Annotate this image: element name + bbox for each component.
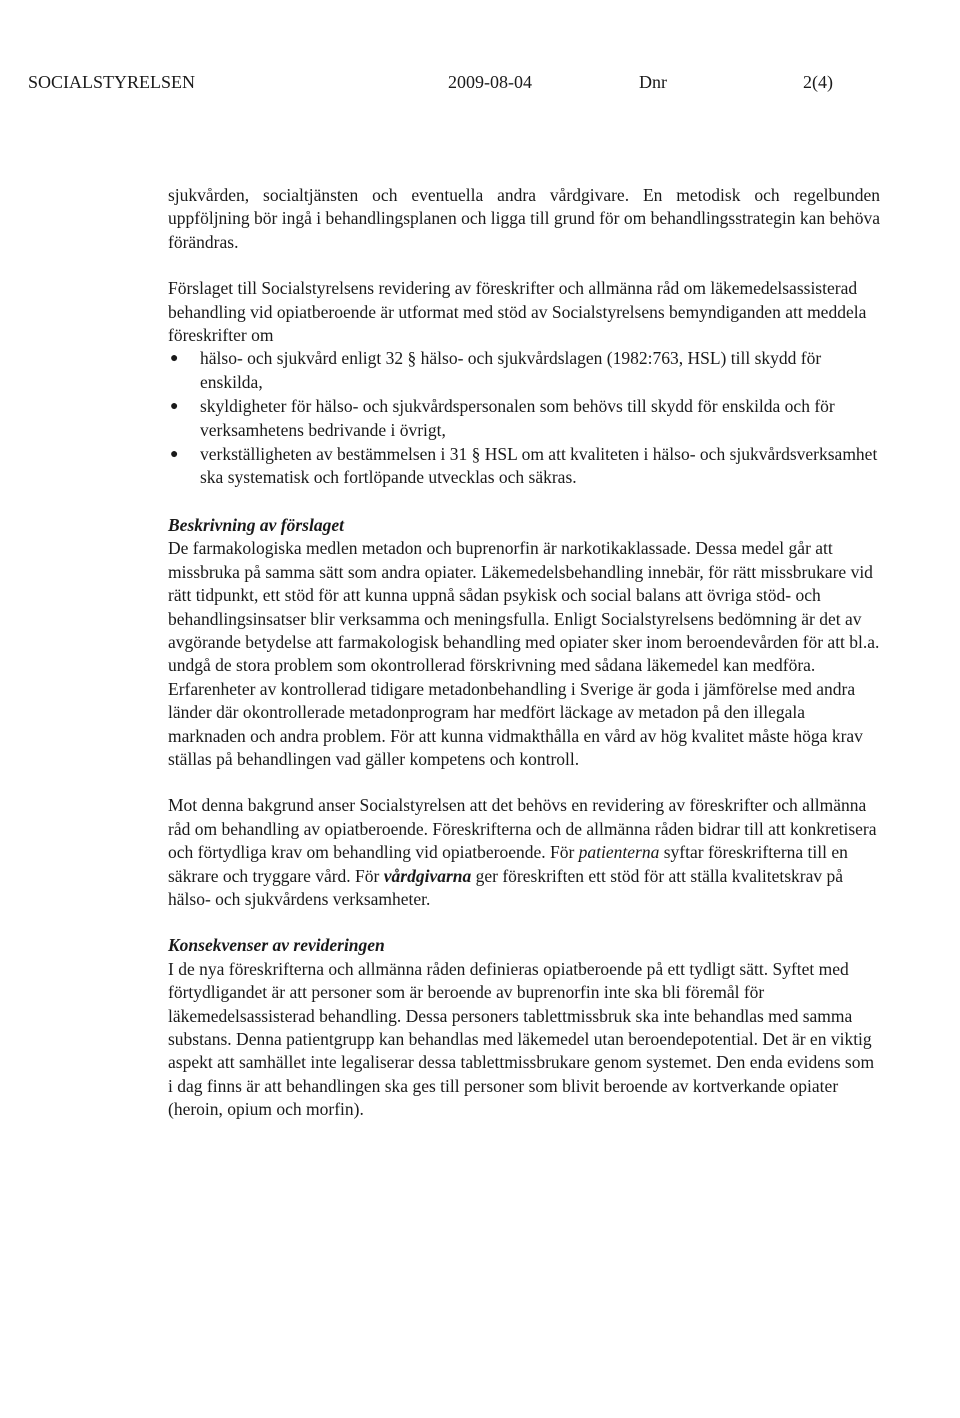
page-number: 2(4): [803, 72, 833, 92]
paragraph-background: [168, 794, 880, 911]
section-heading-consequences: Konsekvenser av revideringen: [168, 935, 385, 956]
text-segment: syftar föreskrifterna till en säkrare och tryggare vård. För: [168, 842, 848, 886]
paragraph-consequences: I de nya föreskrifterna och allmänna råden definieras opiatberoende på ett tydligt sätt. Syftet med förtydligandet är att personer som är beroende av buprenorfin inte ska bli föremål för läkemedelsassisterad behandling. Dessa personers tablettmissbruk ska inte behandlas med samma substans. Denna patientgrupp kan behandlas med läkemedel utan beroendepotential. Det är en viktig aspekt att samhället inte legaliserar dessa tablettmissbrukare genom systemet. Den enda evidens som i dag finns är att behandlingen ska ges till personer som blivit beroende av kortverkande opiater (heroin, opium och morfin).: [168, 958, 875, 1120]
document-body: [168, 184, 880, 1122]
paragraph-proposal: Förslaget till Socialstyrelsens revidering av föreskrifter och allmänna råd om läkemedelsassisterad behandling vid opiatberoende är utformat med stöd av Socialstyrelsens bemyndiganden att meddela föreskrifter om: [168, 278, 867, 346]
paragraph-description: De farmakologiska medlen metadon och buprenorfin är narkotikaklassade. Dessa medel går att missbruka på samma sätt som andra opiater. Läkemedelsbehandling innebär, för rätt missbrukare vid rätt tidpunkt, ett stöd för att kunna uppnå sådan psykisk och social balans att övriga stöd- och behandlingsinsatser blir verksamma och meningsfulla. Enligt Socialstyrelsens bedömning är det av avgörande betydelse att farmakologisk behandling med opiater sker inom beroendevården för att bl.a. undgå de stora problem som okontrollerad förskrivning med sådana läkemedel kan medföra. Erfarenheter av kontrollerad tidigare metadonbehandling i Sverige är goda i jämförelse med andra länder där okontrollerade metadonprogram har medfört läckage av metadon på den illegala marknaden och andra problem. För att kunna vidmakthålla en vård av hög kvalitet måste höga krav ställas på behandlingen vad gäller kompetens och kontroll.: [168, 538, 880, 769]
text-segment: Mot denna bakgrund anser Socialstyrelsen att det behövs en revidering av föreskrifter och allmänna råd om behandling av opiatberoende. Föreskrifterna och de allmänna råden bidrar till att konkretisera och förtydliga krav om behandling vid opiatberoende. För: [168, 795, 877, 863]
emphasis-patients: patienterna: [578, 842, 660, 863]
list-item: [168, 395, 880, 442]
bullet-icon: ●: [170, 447, 179, 463]
list-item: [168, 443, 880, 490]
list-item-text: verkställigheten av bestämmelsen i 31 § HSL om att kvaliteten i hälso- och sjukvårdsverksamhet ska systematisk och fortlöpande utvecklas och säkras.: [200, 444, 878, 488]
document-date: 2009-08-04: [448, 72, 532, 92]
diary-number-label: Dnr: [639, 72, 667, 92]
emphasis-caregivers: vårdgivarna: [383, 865, 472, 886]
list-item: [168, 347, 880, 394]
bullet-icon: ●: [170, 399, 179, 415]
list-item-text: skyldigheter för hälso- och sjukvårdspersonalen som behövs till skydd för enskilda och för verksamhetens bedrivande i övrigt,: [200, 396, 835, 440]
authority-list: [168, 347, 880, 489]
page-header: [28, 70, 848, 94]
text-segment: ger föreskriften ett stöd för att ställa kvalitetskrav på hälso- och sjukvårdens verksamheter.: [168, 865, 843, 909]
organization-name: SOCIALSTYRELSEN: [28, 72, 196, 92]
section-heading-description: Beskrivning av förslaget: [168, 514, 344, 535]
paragraph-intro: sjukvården, socialtjänsten och eventuella andra vårdgivare. En metodisk och regelbunden uppföljning bör ingå i behandlingsplanen och ligga till grund för om behandlingsstrategin kan behöva förändras.: [168, 185, 881, 252]
list-item-text: hälso- och sjukvård enligt 32 § hälso- och sjukvårdslagen (1982:763, HSL) till skydd för enskilda,: [200, 348, 822, 392]
bullet-icon: ●: [170, 351, 179, 367]
